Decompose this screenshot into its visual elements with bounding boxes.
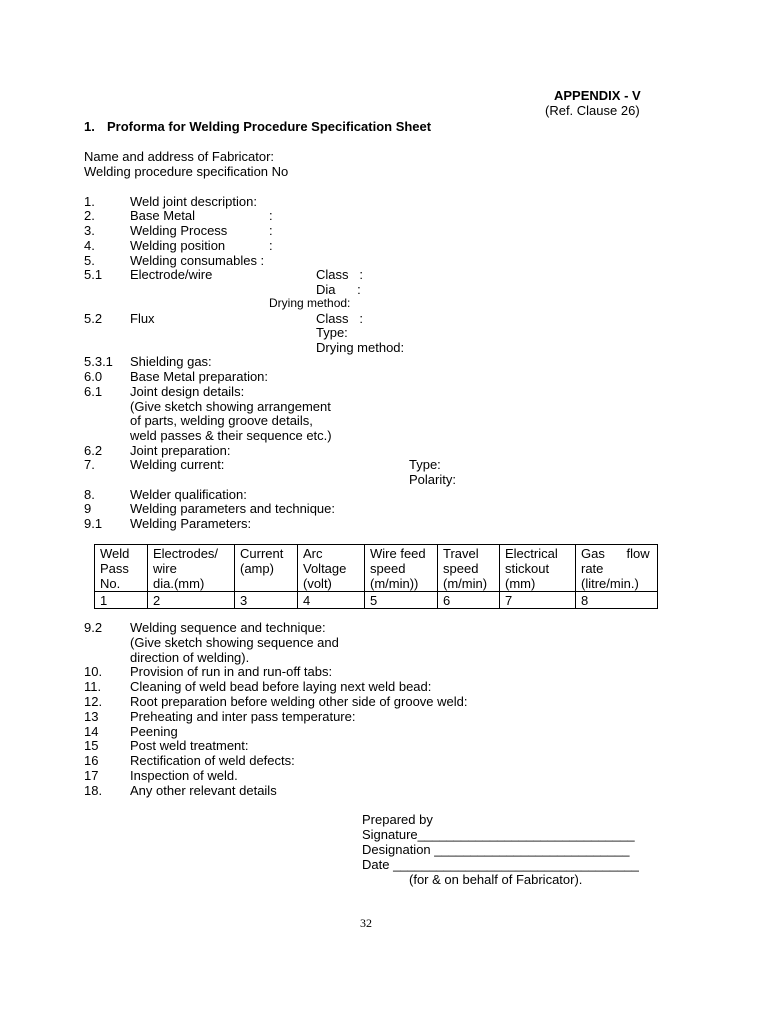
fabricator-field: Name and address of Fabricator: bbox=[84, 149, 275, 164]
item-label: Any other relevant details bbox=[130, 783, 277, 798]
header-travel-speed: Travel speed (m/min) bbox=[438, 545, 500, 592]
table-cell: 1 bbox=[95, 592, 148, 609]
item-number: 11. bbox=[84, 679, 102, 694]
designation-line: Designation ___________________________ bbox=[362, 842, 630, 857]
clause-reference: (Ref. Clause 26) bbox=[545, 103, 640, 118]
item-label: Peening bbox=[130, 724, 178, 739]
item-label: Welding parameters and technique: bbox=[130, 501, 335, 516]
item-number: 17 bbox=[84, 768, 99, 783]
header-weld-pass: Weld Pass No. bbox=[95, 545, 148, 592]
item-number: 15 bbox=[84, 738, 99, 753]
item-number: 9 bbox=[84, 501, 92, 516]
item-label: Welding Process bbox=[130, 223, 228, 238]
on-behalf-note: (for & on behalf of Fabricator). bbox=[409, 872, 583, 887]
header-wire-feed: Wire feed speed (m/min)) bbox=[365, 545, 438, 592]
sequence-note-line: direction of welding). bbox=[130, 650, 250, 665]
item-label: Welding consumables : bbox=[130, 253, 265, 268]
joint-note-line: (Give sketch showing arrangement bbox=[130, 399, 331, 414]
item-label: Welding sequence and technique: bbox=[130, 620, 326, 635]
item-number: 14 bbox=[84, 724, 99, 739]
item-number: 9.1 bbox=[84, 516, 103, 531]
wps-number-field: Welding procedure specification No bbox=[84, 164, 289, 179]
electrode-drying-field: Drying method: bbox=[269, 296, 351, 310]
table-cell: 7 bbox=[500, 592, 576, 609]
header-electrodes: Electrodes/ wire dia.(mm) bbox=[148, 545, 235, 592]
signature-line: Signature______________________________ bbox=[362, 827, 635, 842]
current-polarity-field: Polarity: bbox=[409, 472, 456, 487]
item-number: 6.2 bbox=[84, 443, 103, 458]
page-title: Proforma for Welding Procedure Specification Sheet bbox=[107, 119, 432, 134]
item-label: Base Metal bbox=[130, 208, 196, 223]
joint-note-line: weld passes & their sequence etc.) bbox=[130, 428, 332, 443]
item-number: 5.3.1 bbox=[84, 354, 113, 369]
table-cell: 8 bbox=[576, 592, 658, 609]
item-label: Flux bbox=[130, 311, 155, 326]
table-cell: 6 bbox=[438, 592, 500, 609]
item-label: Joint design details: bbox=[130, 384, 245, 399]
item-label: Rectification of weld defects: bbox=[130, 753, 295, 768]
item-number: 8. bbox=[84, 487, 95, 502]
current-type-field: Type: bbox=[409, 457, 441, 472]
item-label: Post weld treatment: bbox=[130, 738, 249, 753]
item-label: Shielding gas: bbox=[130, 354, 212, 369]
item-label: Cleaning of weld bead before laying next weld bead: bbox=[130, 679, 432, 694]
item-number: 6.1 bbox=[84, 384, 103, 399]
item-label: Welding position bbox=[130, 238, 226, 253]
item-label: Joint preparation: bbox=[130, 443, 231, 458]
item-label: Welding Parameters: bbox=[130, 516, 252, 531]
item-label: Welder qualification: bbox=[130, 487, 247, 502]
welding-parameters-table bbox=[94, 544, 658, 609]
table-cell: 2 bbox=[148, 592, 235, 609]
item-number: 9.2 bbox=[84, 620, 103, 635]
colon-base-metal: : bbox=[269, 208, 273, 223]
page-number: 32 bbox=[360, 916, 372, 930]
item-number: 4. bbox=[84, 238, 95, 253]
item-label: Inspection of weld. bbox=[130, 768, 238, 783]
item-number: 16 bbox=[84, 753, 99, 768]
item-number: 10. bbox=[84, 664, 103, 679]
item-number: 12. bbox=[84, 694, 103, 709]
item-number: 2. bbox=[84, 208, 95, 223]
colon-process: : bbox=[269, 223, 273, 238]
prepared-by-label: Prepared by bbox=[362, 812, 433, 827]
item-label: Preheating and inter pass temperature: bbox=[130, 709, 356, 724]
item-label: Provision of run in and run-off tabs: bbox=[130, 664, 333, 679]
item-number: 13 bbox=[84, 709, 99, 724]
header-gas-flow: Gas flow rate (litre/min.) bbox=[576, 545, 658, 592]
table-cell: 4 bbox=[298, 592, 365, 609]
item-number: 5.2 bbox=[84, 311, 103, 326]
item-number: 5. bbox=[84, 253, 95, 268]
item-label: Electrode/wire bbox=[130, 267, 213, 282]
joint-note-line: of parts, welding groove details, bbox=[130, 413, 313, 428]
flux-drying-field: Drying method: bbox=[316, 340, 405, 355]
item-label: Base Metal preparation: bbox=[130, 369, 269, 384]
item-label: Weld joint description: bbox=[130, 194, 257, 209]
flux-class-field: Class : bbox=[316, 311, 363, 326]
table-header-row bbox=[95, 545, 658, 592]
table-cell: 5 bbox=[365, 592, 438, 609]
sequence-note-line: (Give sketch showing sequence and bbox=[130, 635, 339, 650]
item-label: Welding current: bbox=[130, 457, 225, 472]
colon-position: : bbox=[269, 238, 273, 253]
section-number: 1. bbox=[84, 119, 95, 134]
electrode-class-field: Class : bbox=[316, 267, 363, 282]
header-arc-voltage: Arc Voltage (volt) bbox=[298, 545, 365, 592]
date-line: Date __________________________________ bbox=[362, 857, 639, 872]
item-number: 18. bbox=[84, 783, 103, 798]
item-number: 3. bbox=[84, 223, 95, 238]
header-electrical-stickout: Electrical stickout (mm) bbox=[500, 545, 576, 592]
table-row bbox=[95, 592, 658, 609]
appendix-label: APPENDIX - V bbox=[554, 88, 641, 103]
electrode-dia-field: Dia : bbox=[316, 282, 361, 297]
flux-type-field: Type: bbox=[316, 325, 348, 340]
item-number: 6.0 bbox=[84, 369, 103, 384]
item-number: 7. bbox=[84, 457, 95, 472]
item-label: Root preparation before welding other side of groove weld: bbox=[130, 694, 468, 709]
item-number: 5.1 bbox=[84, 267, 103, 282]
table-cell: 3 bbox=[235, 592, 298, 609]
header-current: Current (amp) bbox=[235, 545, 298, 592]
item-number: 1. bbox=[84, 194, 95, 209]
